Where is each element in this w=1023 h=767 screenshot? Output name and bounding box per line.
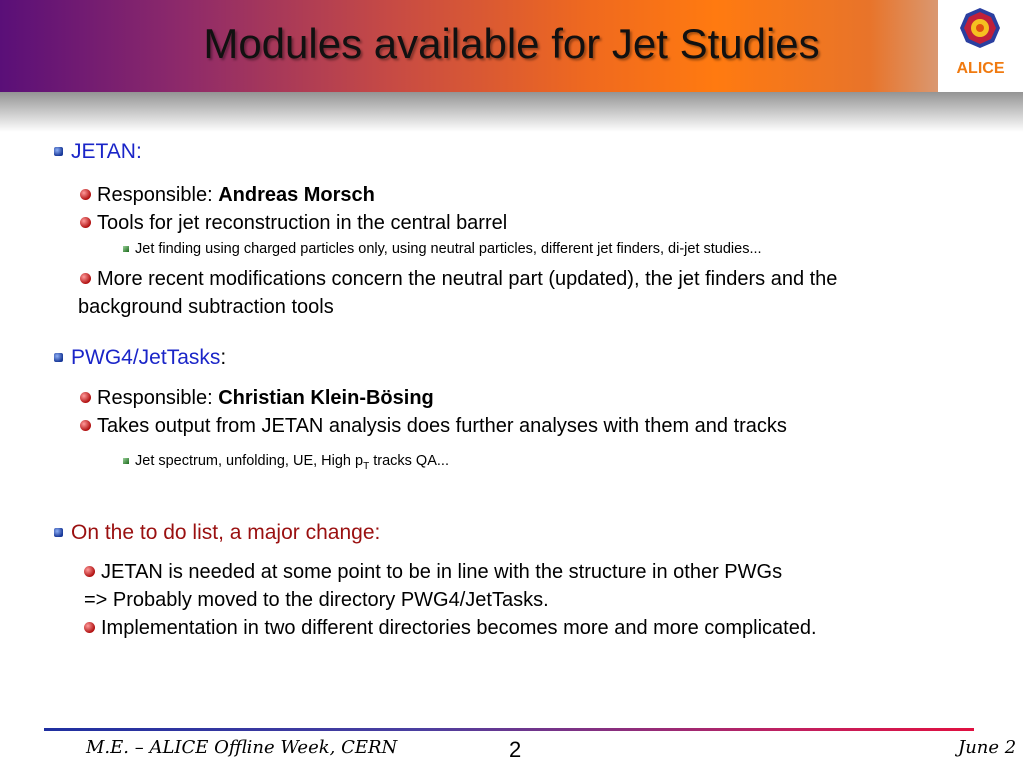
footer-date: June 2 [958, 737, 1017, 758]
page-number: 2 [509, 737, 522, 762]
todo-heading: On the to do list, a major change: [54, 521, 380, 545]
red-bullet-icon [80, 420, 91, 431]
red-bullet-icon [80, 273, 91, 284]
green-bullet-icon [123, 246, 129, 252]
jetan-recent-line1: More recent modifications concern the neutral part (updated), the jet finders and the [80, 268, 837, 291]
jetan-heading: JETAN: [54, 140, 142, 164]
pwg4-spectrum: Jet spectrum, unfolding, UE, High $p_T$ tracks QA... [123, 453, 449, 472]
pwg4-heading: PWG4/JetTasks: [54, 346, 226, 370]
todo-line3: Implementation in two different directories becomes more and more complicated. [84, 617, 817, 640]
footer-author: M.E. – ALICE Offline Week, CERN [86, 737, 398, 758]
footer-divider [44, 728, 974, 731]
pwg4-takes: Takes output from JETAN analysis does further analyses with them and tracks [80, 415, 787, 438]
blue-bullet-icon [54, 353, 63, 362]
logo-text: ALICE [956, 60, 1005, 77]
alice-logo [938, 0, 1023, 92]
responsible-name: Andreas Morsch [218, 184, 375, 206]
red-bullet-icon [84, 622, 95, 633]
red-bullet-icon [84, 566, 95, 577]
todo-line2: => Probably moved to the directory PWG4/JetTasks. [84, 589, 549, 611]
responsible-name: Christian Klein-Bösing [218, 387, 434, 409]
banner-shadow [0, 92, 1023, 132]
red-bullet-icon [80, 217, 91, 228]
blue-bullet-icon [54, 147, 63, 156]
blue-bullet-icon [54, 528, 63, 537]
alice-logo-emblem-icon [938, 2, 1023, 62]
jetan-responsible: Responsible: Andreas Morsch [80, 184, 375, 207]
todo-line1: JETAN is needed at some point to be in line with the structure in other PWGs [84, 561, 782, 584]
jetan-tools: Tools for jet reconstruction in the central barrel [80, 212, 507, 235]
jetan-jet-finding: Jet finding using charged particles only, using neutral particles, different jet finders, di-jet studies... [123, 241, 762, 257]
green-bullet-icon [123, 458, 129, 464]
red-bullet-icon [80, 189, 91, 200]
red-bullet-icon [80, 392, 91, 403]
slide-title: Modules available for Jet Studies [203, 20, 820, 67]
jetan-recent-line2: background subtraction tools [78, 296, 334, 318]
pwg4-responsible: Responsible: Christian Klein-Bösing [80, 387, 434, 410]
